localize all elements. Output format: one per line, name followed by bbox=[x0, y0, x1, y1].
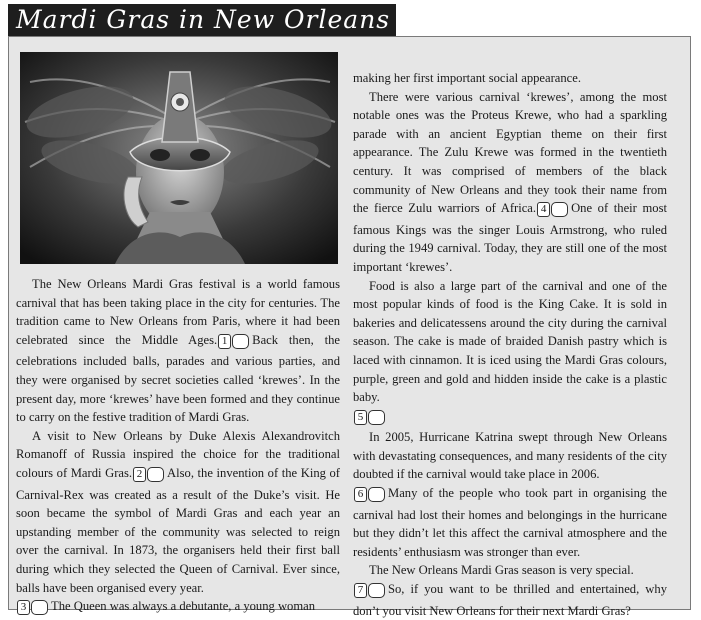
paragraph-text: One of their most famous Kings was the singer Louis Armstrong, who ruled during the 1949 carnival. Today, they are still one of the most important ‘krewes’. bbox=[353, 201, 667, 274]
title-bar bbox=[8, 4, 396, 36]
paragraph-text: Back then, the celebrations included balls, parades and various parties, and they were organised by secret societies called ‘krewes’. In the present day, more ‘krewes’ have been formed and they continue to carry on the festive tradition of Mardi Gras. bbox=[16, 332, 340, 425]
gap-6[interactable] bbox=[354, 487, 385, 506]
paragraph-text: So, if you want to be thrilled and entertained, why don’t you visit New Orleans for their next Mardi Gras? bbox=[353, 582, 667, 618]
answer-box[interactable] bbox=[368, 410, 385, 425]
paragraph bbox=[353, 484, 667, 561]
paragraph bbox=[16, 427, 340, 597]
gap-number: 5 bbox=[354, 410, 367, 425]
paragraph-text: In 2005, Hurricane Katrina swept through New Orleans with devastating consequences, and many residents of the city doubted if the carnival would take place in 2006. bbox=[353, 430, 667, 482]
gap-number: 6 bbox=[354, 487, 367, 502]
gap-5[interactable] bbox=[354, 410, 385, 429]
paragraph-text: Food is also a large part of the carnival and one of the most popular kinds of food is the King Cake. It is sold in bakeries and delicatessens around the city during the carnival season. The cake is made of braided Danish pastry which is laced with cinnamon. It is iced using the Mardi Gras colours, purple, green and gold and hidden inside the cake is a plastic baby. bbox=[353, 278, 667, 405]
gap-1[interactable] bbox=[218, 334, 249, 353]
paragraph bbox=[16, 597, 340, 619]
answer-box[interactable] bbox=[368, 487, 385, 502]
paragraph-text: The New Orleans Mardi Gras festival is a world famous carnival that has been taking place in the city for centuries. The tradition came to New Orleans from Paris, where it had been celebrated since the Middle Ages. bbox=[16, 277, 340, 347]
gap-2[interactable] bbox=[133, 467, 164, 486]
gap-4[interactable] bbox=[537, 202, 568, 221]
answer-box[interactable] bbox=[147, 467, 164, 482]
gap-number: 1 bbox=[218, 334, 231, 349]
paragraph bbox=[353, 88, 667, 277]
mask-image-svg bbox=[20, 52, 338, 264]
paragraph-text: The New Orleans Mardi Gras season is very special. bbox=[369, 563, 634, 578]
paragraph bbox=[353, 407, 667, 429]
paragraph-text: The Queen was always a debutante, a young woman bbox=[51, 599, 316, 614]
gap-7[interactable] bbox=[354, 583, 385, 602]
gap-number: 2 bbox=[133, 467, 146, 482]
answer-box[interactable] bbox=[551, 202, 568, 217]
gap-number: 3 bbox=[17, 600, 30, 615]
gap-number: 7 bbox=[354, 583, 367, 598]
answer-box[interactable] bbox=[31, 600, 48, 615]
paragraph bbox=[353, 277, 667, 407]
column-right bbox=[353, 69, 667, 620]
paragraph-text: Also, the invention of the King of Carnival-Rex was created as a result of the Duke’s visit. He soon became the symbol of Mardi Gras and each year an upstanding member of the community was selected to reign over the carnival. In 1873, the organisers held their first ball during which they selected the Queen of Carnival. Ever since, balls have been organised every year. bbox=[16, 465, 340, 595]
paragraph bbox=[353, 561, 667, 580]
paragraph-text: Many of the people who took part in organising the carnival had lost their homes and belongings in the hurricane but they didn’t let this affect the carnival atmosphere and the residents’ enthusiasm was stronger than ever. bbox=[353, 486, 667, 559]
paragraph-text: A visit to New Orleans by Duke Alexis Alexandrovitch Romanoff of Russia inspired the choice for the traditional colours of Mardi Gras. bbox=[16, 428, 340, 480]
paragraph-text: There were various carnival ‘krewes’, among the most notable ones was the Proteus Krewe, who had a sparkling parade with an ancient Egyptian theme on their first appearance. The Zulu Krewe was formed in the twentieth century. It was comprised of members of the black community of New Orleans and they took their name from the fierce Zulu warriors of Africa. bbox=[353, 89, 667, 216]
page-title: Mardi Gras in New Orleans bbox=[16, 5, 391, 34]
paragraph-text: making her first important social appearance. bbox=[353, 71, 581, 85]
paragraph bbox=[16, 275, 340, 427]
gap-number: 4 bbox=[537, 202, 550, 217]
paragraph bbox=[353, 69, 667, 88]
paragraph bbox=[353, 428, 667, 484]
answer-box[interactable] bbox=[232, 334, 249, 349]
masked-woman-illustration bbox=[20, 52, 338, 264]
column-left bbox=[16, 275, 340, 619]
paragraph bbox=[353, 580, 667, 620]
answer-box[interactable] bbox=[368, 583, 385, 598]
gap-3[interactable] bbox=[17, 600, 48, 619]
